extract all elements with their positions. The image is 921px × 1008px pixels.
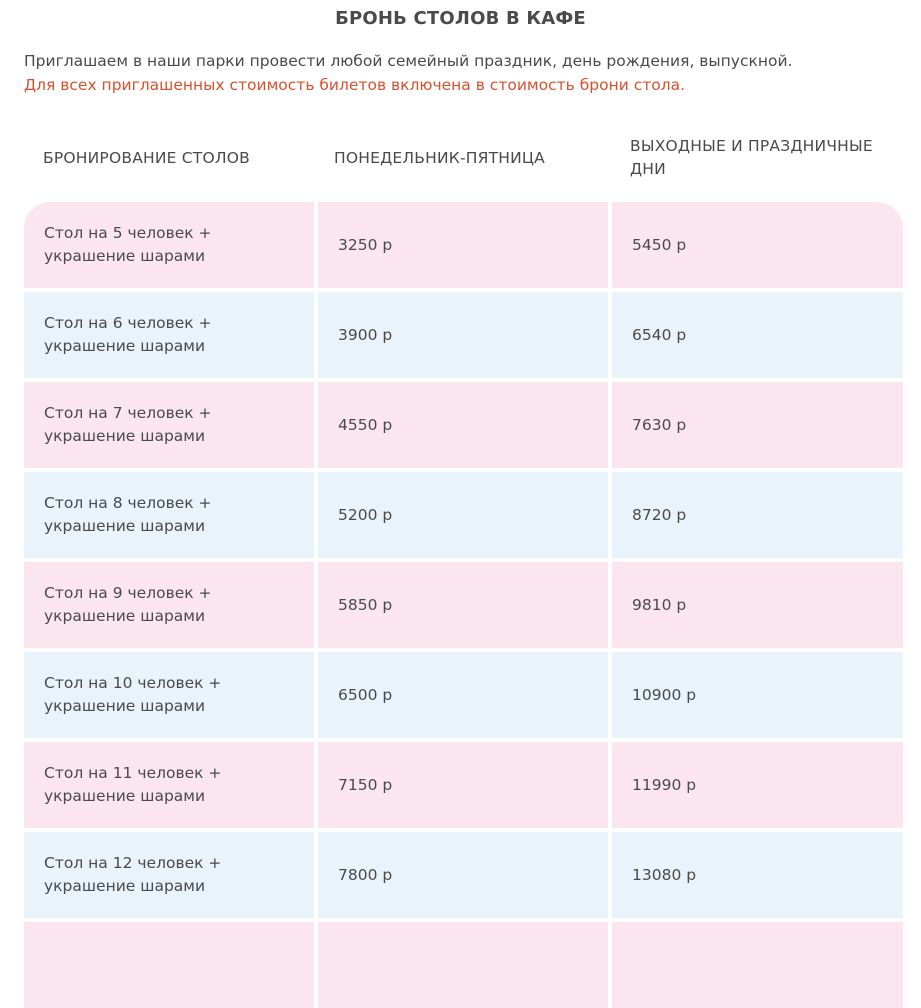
page-title: БРОНЬ СТОЛОВ В КАФЕ: [335, 8, 586, 29]
table-name-text: Стол на 9 человек + украшение шарами: [44, 584, 212, 625]
table-cell-name: [24, 922, 314, 1008]
table-name-text: Стол на 7 человек + украшение шарами: [44, 404, 212, 445]
table-cell-weekend-price: 10900 р: [612, 652, 903, 738]
table-cell-weekday-price: 3250 р: [318, 202, 608, 288]
header-booking: БРОНИРОВАНИЕ СТОЛОВ: [43, 148, 250, 167]
intro-text: Приглашаем в наши парки провести любой семейный праздник, день рождения, выпускной.: [24, 52, 793, 70]
table-name-text: Стол на 5 человек + украшение шарами: [44, 224, 212, 265]
table-row: [24, 202, 903, 288]
table-cell-name: [24, 562, 314, 648]
table-name-text: Стол на 11 человек + украшение шарами: [44, 764, 222, 805]
table-cell-weekday-price: 7150 р: [318, 742, 608, 828]
table-cell-name: [24, 202, 314, 288]
table-row: [24, 562, 903, 648]
table-cell-name: [24, 652, 314, 738]
table-cell-weekend-price: 11990 р: [612, 742, 903, 828]
table-cell-weekend-price: 5450 р: [612, 202, 903, 288]
table-header: [24, 118, 903, 198]
table-name-text: Стол на 10 человек + украшение шарами: [44, 674, 222, 715]
table-cell-weekday-price: 6500 р: [318, 652, 608, 738]
table-name-text: Стол на 12 человек + украшение шарами: [44, 854, 222, 895]
table-name-text: Стол на 6 человек + украшение шарами: [44, 314, 212, 355]
table-name-text: Стол на 8 человек + украшение шарами: [44, 494, 212, 535]
table-row: [24, 742, 903, 828]
table-cell-weekend-price: 8720 р: [612, 472, 903, 558]
table-row: [24, 832, 903, 918]
table-cell-name: [24, 472, 314, 558]
table-cell-weekend-price: 7630 р: [612, 382, 903, 468]
table-cell-weekend-price: 6540 р: [612, 292, 903, 378]
table-cell-name: [24, 742, 314, 828]
table-cell-weekend-price: 9810 р: [612, 562, 903, 648]
table-cell-name: [24, 292, 314, 378]
table-row: [24, 472, 903, 558]
table-cell-weekend-price: [612, 922, 903, 1008]
intro-block: [24, 49, 792, 97]
header-weekends: ВЫХОДНЫЕ И ПРАЗДНИЧНЫЕ ДНИ: [630, 137, 873, 178]
table-row: [24, 652, 903, 738]
table-cell-weekday-price: 4550 р: [318, 382, 608, 468]
table-cell-weekday-price: 3900 р: [318, 292, 608, 378]
table-cell-weekday-price: 7800 р: [318, 832, 608, 918]
table-row: [24, 382, 903, 468]
table-cell-name: [24, 382, 314, 468]
table-row: [24, 292, 903, 378]
table-cell-weekday-price: 5850 р: [318, 562, 608, 648]
price-table: [24, 118, 903, 895]
table-cell-name: [24, 832, 314, 918]
table-row: [24, 922, 903, 1008]
intro-note: Для всех приглашенных стоимость билетов включена в стоимость брони стола.: [24, 76, 686, 94]
header-weekdays: ПОНЕДЕЛЬНИК-ПЯТНИЦА: [334, 148, 545, 167]
table-cell-weekend-price: 13080 р: [612, 832, 903, 918]
table-cell-weekday-price: [318, 922, 608, 1008]
table-cell-weekday-price: 5200 р: [318, 472, 608, 558]
